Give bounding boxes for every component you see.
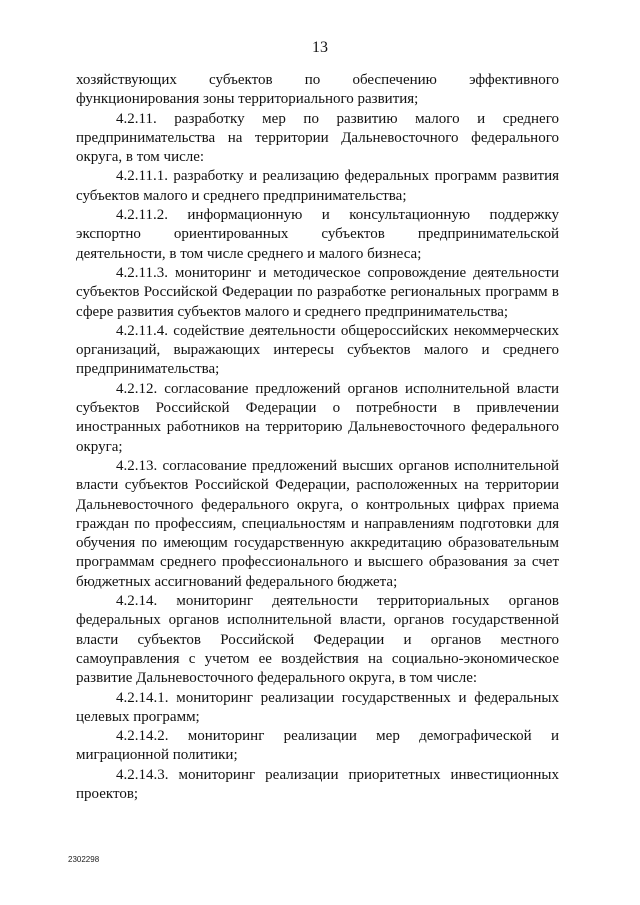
paragraph-4-2-14-2: 4.2.14.2. мониторинг реализации мер демографической и миграционной политики; — [76, 728, 559, 764]
paragraph-4-2-12: 4.2.12. согласование предложений органов исполнительной власти субъектов Российской Федерации о потребности в привлечении иностранных работников на территорию Дальневосточного федерального округа; — [76, 380, 559, 455]
paragraph-4-2-14-3: 4.2.14.3. мониторинг реализации приоритетных инвестиционных проектов; — [76, 766, 559, 802]
paragraph-4-2-14: 4.2.14. мониторинг деятельности территориальных органов федеральных органов исполнительной власти, органов государственной власти субъектов Российской Федерации и органов местного самоуправления с учетом ее воздействия на социально-экономическое развитие Дальневосточного федерального округа, в том числе: — [76, 593, 559, 687]
paragraph-4-2-11-4: 4.2.11.4. содействие деятельности общероссийских некоммерческих организаций, выражающих интересы субъектов малого и среднего предпринимательства; — [76, 322, 559, 378]
paragraph-4-2-11-1: 4.2.11.1. разработку и реализацию федеральных программ развития субъектов малого и среднего предпринимательства; — [76, 168, 559, 204]
paragraph-4-2-11-3: 4.2.11.3. мониторинг и методическое сопровождение деятельности субъектов Российской Федерации по разработке региональных программ в сфере развития субъектов малого и среднего предпринимательства; — [76, 264, 559, 320]
paragraph-4-2-13: 4.2.13. согласование предложений высших органов исполнительной власти субъектов Российской Федерации, расположенных на территории Дальневосточного федерального округа, о контрольных цифрах приема граждан по профессиям, специальностям и направлениям подготовки для обучения по имеющим государственную аккредитацию образовательным программам среднего профессионального и высшего образования за счет бюджетных ассигнований федерального бюджета; — [76, 457, 559, 590]
paragraph-continuation: хозяйствующих субъектов по обеспечению эффективного функционирования зоны территориального развития; — [76, 72, 559, 108]
paragraph-4-2-14-1: 4.2.14.1. мониторинг реализации государственных и федеральных целевых программ; — [76, 689, 559, 725]
document-body — [76, 71, 559, 804]
paragraph-4-2-11: 4.2.11. разработку мер по развитию малого и среднего предпринимательства на территории Дальневосточного федерального округа, в том числе: — [76, 110, 559, 166]
paragraph-4-2-11-2: 4.2.11.2. информационную и консультационную поддержку экспортно ориентированных субъектов предпринимательской деятельности, в том числе среднего и малого бизнеса; — [76, 207, 559, 262]
footer-document-code: 2302298 — [68, 855, 100, 864]
page-number: 13 — [312, 39, 328, 56]
